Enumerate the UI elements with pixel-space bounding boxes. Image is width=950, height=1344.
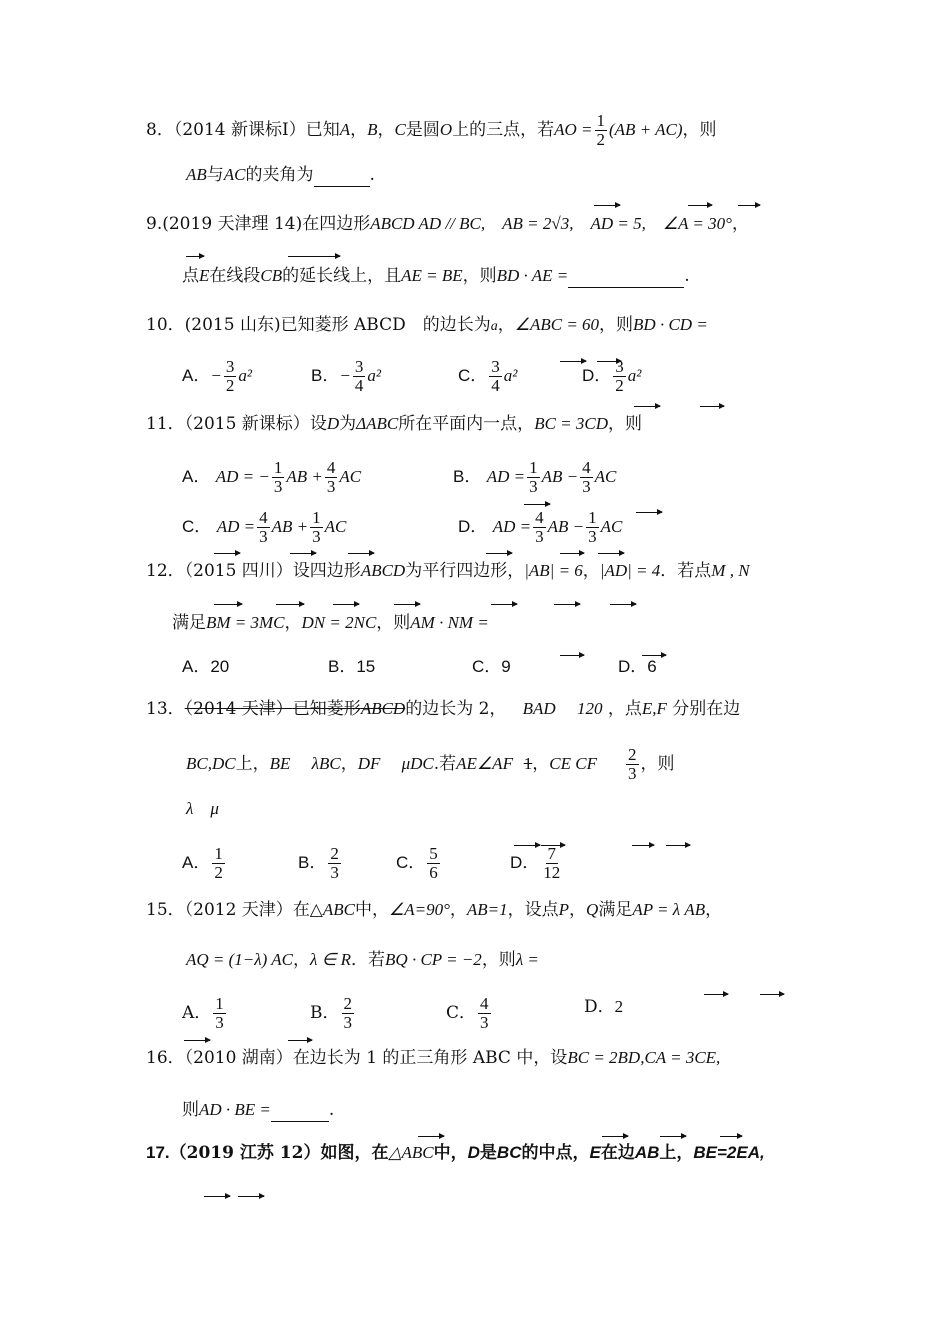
q13-option-c[interactable]: C． $\frac{5}{6}$ [396,844,438,882]
q9-number: 9. [146,214,163,234]
q15-line2: AQ = (1−λ) AC，λ ∈ R．若BQ · CP = −2，则λ = [186,950,539,970]
q13-number: 13． [146,699,185,719]
q9-source: (2019 天津理 14) [162,214,303,234]
q16-line2: 则AD · BE = . [182,1100,335,1120]
q15-source: （2012 天津） [184,900,293,920]
vector-arrow [348,553,374,554]
q11-source: （2015 新课标） [184,414,310,434]
q17-source: （2019 江苏 12） [169,1143,321,1163]
vector-arrow [214,604,242,605]
q13-option-a[interactable]: A． $\frac{1}{2}$ [182,844,223,882]
q8-source: （2014 新课标Ⅰ） [173,120,306,140]
q8-number: 8． [146,120,174,140]
q10-option-c[interactable]: C． $\frac{3}{4}$ a² [458,357,518,395]
q16-line1: 16．（2010 湖南）在边长为 1 的正三角形 ABC 中，设BC = 2BD,CA = 3CE, [146,1048,721,1068]
vector-arrow [610,604,636,605]
q13-line3: λ μ [186,799,219,818]
q11-option-c[interactable]: C． AD = $\frac{4}{3}$ AB + $\frac{1}{3}$ AC [182,508,347,546]
vector-arrow [594,205,620,206]
q17-number: 17. [146,1143,170,1162]
vector-arrow [394,604,420,605]
q11-option-b[interactable]: B． AD = $\frac{1}{3}$ AB − $\frac{4}{3}$ AC [453,458,617,496]
q12-line1: 12．（2015 四川）设四边形ABCD为平行四边形，|AB| = 6，|AD| = 4．若点M , N [146,561,750,581]
q8-line2: AB与AC的夹角为 . [186,165,375,185]
q12-option-b[interactable]: B．15 [328,657,376,676]
q8-line1: 8．（2014 新课标Ⅰ）已知A，B，C是圆O上的三点，若AO = $\frac{1}{2}$ (AB + AC)，则 [146,111,717,149]
q10-line1: 10．(2015 山东)已知菱形 ABCD 的边长为a，∠ABC = 60，则BD · CD = [146,315,708,335]
q10-option-d[interactable]: D． $\frac{3}{2}$ a² [582,357,642,395]
q10-source: (2015 山东) [184,315,281,335]
q12-option-d[interactable]: D．6 [618,657,657,676]
vector-arrow [560,553,584,554]
vector-arrow [486,553,512,554]
vector-arrow [760,994,784,995]
vector-arrow [214,553,240,554]
vector-arrow [602,1136,628,1137]
vector-arrow [288,1040,312,1041]
q13-line2: BC,DC上，BE λBC，DF μDC.若AE∠AF 1，CE CF $\frac{2}{3}$ ，则 [186,745,675,783]
q13-source: （2014 天津） [184,699,293,719]
q17-line1: 17.（2019 江苏 12）如图，在△ABC中，D是BC的中点，E在边AB上，BE=2EA, [146,1143,765,1163]
q15-option-d[interactable]: D．2 [584,997,624,1017]
q12-number: 12． [146,561,185,581]
vector-arrow [333,604,359,605]
vector-arrow [738,205,760,206]
q9-answer-blank [568,269,684,288]
q16-source: （2010 湖南） [184,1048,293,1068]
q11-number: 11． [146,414,185,434]
q13-option-b[interactable]: B． $\frac{2}{3}$ [298,844,339,882]
vector-arrow [560,655,584,656]
vector-arrow [418,1136,444,1137]
vector-arrow [288,256,340,257]
q8-half: $\frac{1}{2}$ [596,111,606,149]
vector-arrow [184,1040,210,1041]
vector-arrow [276,604,304,605]
vector-arrow [290,553,316,554]
q9-line1: 9.(2019 天津理 14)在四边形ABCD AD // BC, AB = 2√3, AD = 5, ∠A = 30°， [146,214,749,234]
q12-line2: 满足BM = 3MC，DN = 2NC，则AM · NM = [172,613,489,633]
q11-option-d[interactable]: D． AD = $\frac{4}{3}$ AB − $\frac{1}{3}$ AC [458,508,623,546]
q16-answer-blank [271,1103,329,1122]
vector-arrow [660,1136,686,1137]
q16-number: 16． [146,1048,185,1068]
q15-option-b[interactable]: B． $\frac{2}{3}$ [310,994,352,1032]
vector-arrow [632,845,654,846]
q15-number: 15． [146,900,185,920]
q12-option-c[interactable]: C．9 [472,657,511,676]
vector-arrow [554,604,580,605]
vector-arrow [634,406,660,407]
vector-arrow [491,604,517,605]
q11-line1: 11．（2015 新课标）设D为ΔABC所在平面内一点，BC = 3CD，则 [146,414,642,434]
vector-arrow [238,1196,264,1197]
vector-arrow [666,845,690,846]
q15-line1: 15．（2012 天津）在△ABC中，∠A=90°，AB=1，设点P，Q满足AP = λ AB， [146,900,723,920]
vector-arrow [636,512,662,513]
q11-option-a[interactable]: A． AD = − $\frac{1}{3}$ AB + $\frac{4}{3}$ AC [182,458,362,496]
vector-arrow [700,406,724,407]
q10-option-b[interactable]: B．− $\frac{3}{4}$ a² [311,357,381,395]
q8-answer-blank [314,168,370,187]
q15-option-c[interactable]: C． $\frac{4}{3}$ [446,994,489,1032]
q10-number: 10． [146,315,185,335]
q9-line2: 点E在线段CB的延长线上，且AE = BE，则BD · AE = . [182,266,690,286]
vector-arrow [704,994,728,995]
vector-arrow [598,553,624,554]
q15-option-a[interactable]: A． $\frac{1}{3}$ [182,994,224,1032]
q13-option-d[interactable]: D． $\frac{7}{12}$ [510,844,561,882]
vector-arrow [720,1136,742,1137]
vector-arrow [524,504,550,505]
q12-source: （2015 四川） [184,561,293,581]
q13-line1: 13．（2014 天津）已知菱形ABCD的边长为 2， BAD 120 ，点E,F 分别在边 [146,699,741,719]
vector-arrow [204,1196,230,1197]
q10-option-a[interactable]: A．− $\frac{3}{2}$ a² [182,357,252,395]
vector-arrow [186,256,204,257]
vector-arrow [688,205,712,206]
q12-option-a[interactable]: A．20 [182,657,230,676]
